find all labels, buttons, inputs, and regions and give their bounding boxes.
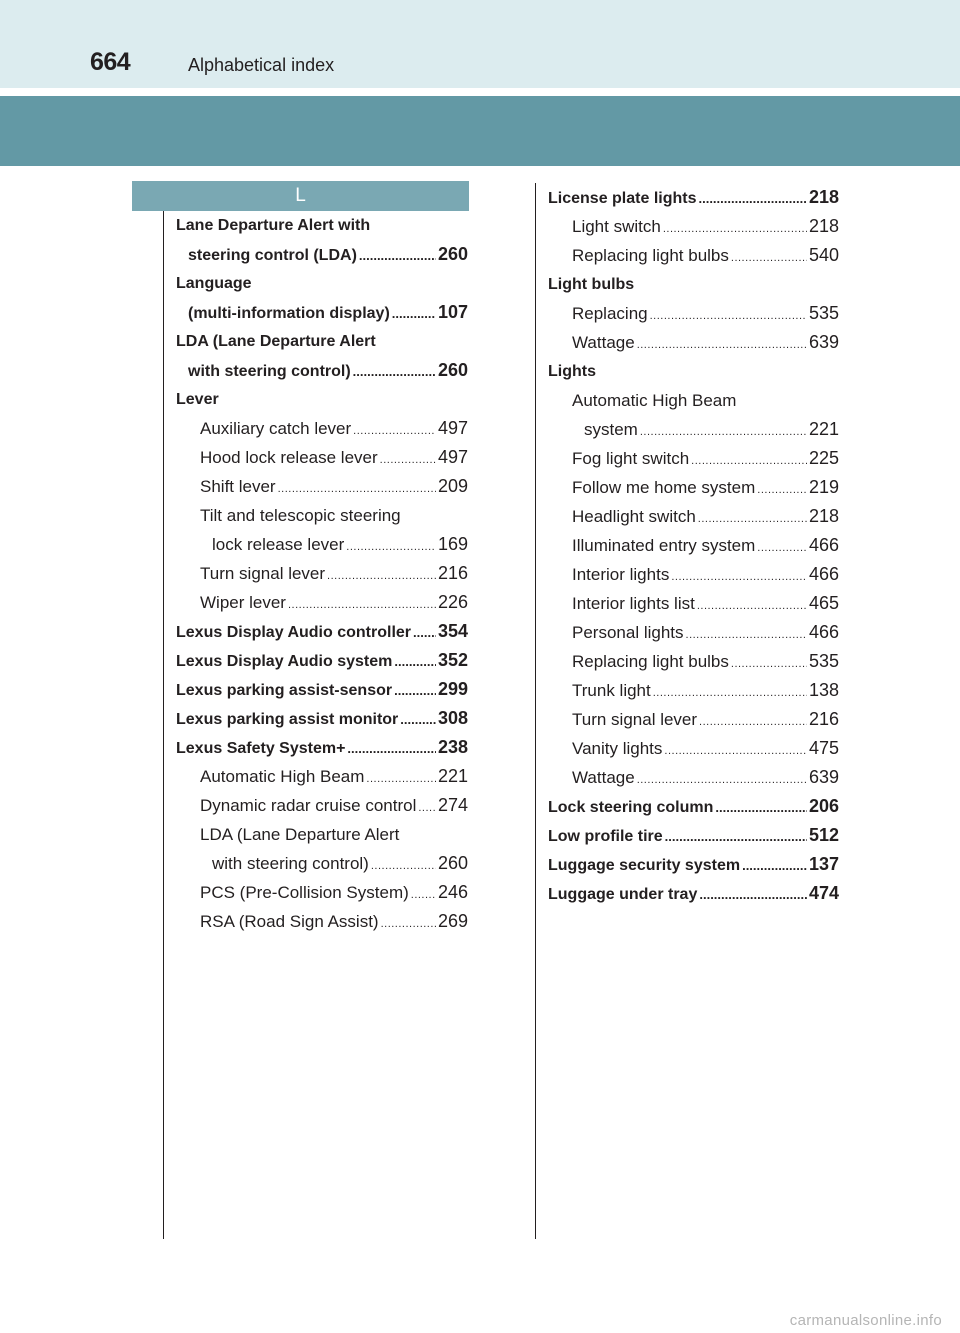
dot-leader (698, 184, 806, 213)
dot-leader (392, 299, 436, 328)
index-entry (548, 705, 839, 734)
index-entry (176, 588, 468, 617)
dot-leader (637, 328, 807, 360)
dot-leader (697, 589, 807, 621)
dot-leader (671, 560, 807, 592)
index-entry (548, 618, 839, 647)
dot-leader (650, 299, 807, 331)
index-entry-page: 274 (437, 795, 468, 815)
index-entry (548, 183, 839, 212)
index-entry-text: RSA (Road Sign Assist) (200, 912, 379, 931)
index-entry (176, 733, 468, 762)
index-entry-page: 209 (437, 476, 468, 496)
index-entry (548, 357, 839, 386)
index-entry (176, 559, 468, 588)
index-entry-text: Light bulbs (548, 276, 635, 293)
index-entry-text: Lexus Display Audio system (176, 653, 393, 670)
index-entry-text: Low profile tire (548, 828, 663, 845)
dot-leader (359, 241, 436, 270)
index-entry-text: Luggage under tray (548, 886, 698, 903)
dot-leader (664, 734, 807, 766)
index-entry-page: 221 (808, 419, 839, 439)
watermark: carmanualsonline.info (789, 1312, 942, 1329)
dot-leader (665, 822, 807, 851)
index-entry (176, 211, 468, 240)
index-entry-text: with steering control) (212, 854, 369, 873)
index-entry-text: with steering control) (188, 363, 351, 380)
index-entry-page: 475 (808, 738, 839, 758)
dot-leader (731, 647, 807, 679)
index-entry-text: Lexus Safety System+ (176, 740, 346, 757)
index-entry (548, 676, 839, 705)
index-entry-text: system (584, 420, 638, 439)
index-entry (548, 821, 839, 850)
dot-leader (691, 444, 807, 476)
index-entry-text: Lexus parking assist monitor (176, 711, 399, 728)
index-entry-text: Language (176, 275, 252, 292)
dot-leader (742, 851, 807, 880)
dot-leader (698, 502, 807, 534)
index-entry-text: Tilt and telescopic steering (200, 506, 401, 525)
index-entry-page: 308 (437, 708, 468, 728)
index-entry (176, 501, 468, 530)
dot-leader (637, 763, 807, 795)
dot-leader (653, 676, 807, 708)
index-entry (176, 849, 468, 878)
index-entry-text: Wiper lever (200, 593, 286, 612)
index-entry-page: 218 (808, 216, 839, 236)
index-entry (176, 443, 468, 472)
index-entry (548, 560, 839, 589)
dot-leader (400, 705, 436, 734)
dot-leader (327, 559, 436, 591)
index-entry-page: 465 (808, 593, 839, 613)
dot-leader (366, 762, 436, 794)
index-entry (548, 299, 839, 328)
index-entry-text: Replacing light bulbs (572, 652, 729, 671)
index-entry-text: Headlight switch (572, 507, 696, 526)
index-entry (176, 240, 468, 269)
dot-leader (418, 791, 436, 823)
index-entry-text: LDA (Lane Departure Alert (176, 333, 376, 350)
index-entry-page: 221 (437, 766, 468, 786)
index-entry (176, 675, 468, 704)
index-entry (176, 820, 468, 849)
index-entry (176, 298, 468, 327)
index-entry-text: Auxiliary catch lever (200, 419, 352, 438)
index-entry-text: (multi-information display) (188, 305, 390, 322)
index-entry-page: 206 (808, 796, 839, 816)
index-entry-text: Lights (548, 363, 596, 380)
index-entry-text: Turn signal lever (200, 564, 326, 583)
index-entry-page: 260 (437, 244, 468, 264)
index-entry-page: 466 (808, 622, 839, 642)
dot-leader (288, 588, 436, 620)
index-entry-page: 238 (437, 737, 468, 757)
column-divider-left (163, 211, 164, 1239)
index-column-right (548, 183, 839, 908)
index-entry-text: Replacing (572, 304, 648, 323)
page-number: 664 (90, 48, 131, 76)
index-entry-text: Luggage security system (548, 857, 741, 874)
index-entry-text: Wattage (572, 333, 635, 352)
dot-leader (394, 647, 436, 676)
index-entry (176, 791, 468, 820)
index-entry (176, 269, 468, 298)
index-entry (176, 762, 468, 791)
dot-leader (380, 443, 436, 475)
dot-leader (278, 472, 436, 504)
index-entry (548, 763, 839, 792)
index-entry-text: Wattage (572, 768, 635, 787)
index-entry-page: 497 (437, 447, 468, 467)
dot-leader (353, 414, 436, 446)
index-entry-text: Lane Departure Alert with (176, 217, 371, 234)
index-entry-text: Lever (176, 391, 219, 408)
index-entry-text: Illuminated entry system (572, 536, 756, 555)
column-divider-right (535, 183, 536, 1239)
index-entry-text: Replacing light bulbs (572, 246, 729, 265)
index-entry-page: 260 (437, 853, 468, 873)
index-entry-text: Lexus Display Audio controller (176, 624, 412, 641)
index-entry-text: Automatic High Beam (572, 391, 737, 410)
index-entry (548, 415, 839, 444)
index-entry (548, 879, 839, 908)
index-entry-page: 299 (437, 679, 468, 699)
index-entry-text: Interior lights (572, 565, 670, 584)
index-entry-page: 260 (437, 360, 468, 380)
dot-leader (715, 793, 807, 822)
dot-leader (394, 676, 436, 705)
index-entry (548, 473, 839, 502)
index-entry (548, 531, 839, 560)
index-entry (176, 530, 468, 559)
index-entry (548, 270, 839, 299)
index-entry-page: 466 (808, 564, 839, 584)
index-entry-page: 474 (808, 883, 839, 903)
dot-leader (686, 618, 807, 650)
index-entry-text: Dynamic radar cruise control (200, 796, 417, 815)
index-entry-text: Hood lock release lever (200, 448, 378, 467)
index-entry-page: 639 (808, 332, 839, 352)
index-entry-text: Shift lever (200, 477, 276, 496)
index-entry (548, 589, 839, 618)
index-entry (548, 386, 839, 415)
dot-leader (731, 241, 807, 273)
index-entry-page: 218 (808, 506, 839, 526)
index-entry-page: 169 (437, 534, 468, 554)
index-entry-text: Personal lights (572, 623, 684, 642)
index-entry (176, 414, 468, 443)
dot-leader (757, 531, 807, 563)
index-entry-page: 352 (437, 650, 468, 670)
index-entry (176, 617, 468, 646)
index-entry-text: Turn signal lever (572, 710, 698, 729)
index-entry-text: License plate lights (548, 190, 697, 207)
index-entry (176, 356, 468, 385)
index-entry (548, 328, 839, 357)
dot-leader (413, 618, 436, 647)
index-entry (548, 444, 839, 473)
index-entry-page: 512 (808, 825, 839, 845)
index-entry-text: lock release lever (212, 535, 345, 554)
decorative-band (0, 96, 960, 166)
index-entry-page: 535 (808, 303, 839, 323)
index-entry-page: 535 (808, 651, 839, 671)
index-entry-text: Interior lights list (572, 594, 695, 613)
index-entry-page: 246 (437, 882, 468, 902)
section-letter-header: L (132, 181, 469, 211)
index-entry-page: 497 (437, 418, 468, 438)
index-entry (548, 502, 839, 531)
index-entry-page: 354 (437, 621, 468, 641)
dot-leader (381, 907, 436, 939)
index-entry-text: Lexus parking assist-sensor (176, 682, 393, 699)
index-entry-text: Trunk light (572, 681, 651, 700)
index-entry (176, 472, 468, 501)
index-entry-page: 226 (437, 592, 468, 612)
index-entry (176, 704, 468, 733)
dot-leader (663, 212, 807, 244)
index-entry-page: 107 (437, 302, 468, 322)
index-entry (548, 734, 839, 763)
header-band (0, 0, 960, 88)
index-entry-text: Light switch (572, 217, 661, 236)
index-column-left (176, 211, 468, 936)
index-entry-text: Automatic High Beam (200, 767, 365, 786)
dot-leader (699, 880, 807, 909)
index-entry (548, 850, 839, 879)
index-entry (176, 385, 468, 414)
dot-leader (346, 530, 436, 562)
index-entry-text: Follow me home system (572, 478, 756, 497)
index-entry-text: PCS (Pre-Collision System) (200, 883, 409, 902)
index-entry (176, 907, 468, 936)
index-entry-page: 540 (808, 245, 839, 265)
index-entry (176, 878, 468, 907)
index-entry-text: Lock steering column (548, 799, 714, 816)
dot-leader (353, 357, 436, 386)
index-entry (548, 792, 839, 821)
index-entry-page: 225 (808, 448, 839, 468)
dot-leader (371, 849, 436, 881)
index-entry-page: 216 (437, 563, 468, 583)
index-entry-text: steering control (LDA) (188, 247, 357, 264)
index-entry-text: Vanity lights (572, 739, 663, 758)
dot-leader (411, 878, 436, 910)
index-entry-page: 218 (808, 187, 839, 207)
page-title: Alphabetical index (188, 55, 335, 75)
index-entry-page: 269 (437, 911, 468, 931)
index-entry (176, 327, 468, 356)
dot-leader (640, 415, 807, 447)
index-entry (548, 241, 839, 270)
dot-leader (347, 734, 436, 763)
dot-leader (699, 705, 807, 737)
index-entry-page: 216 (808, 709, 839, 729)
index-entry-page: 138 (808, 680, 839, 700)
index-entry (548, 647, 839, 676)
index-entry (176, 646, 468, 675)
index-entry-page: 639 (808, 767, 839, 787)
index-entry-page: 137 (808, 854, 839, 874)
index-entry-page: 219 (808, 477, 839, 497)
index-entry (548, 212, 839, 241)
index-entry-text: LDA (Lane Departure Alert (200, 825, 400, 844)
dot-leader (757, 473, 807, 505)
index-entry-text: Fog light switch (572, 449, 690, 468)
index-entry-page: 466 (808, 535, 839, 555)
